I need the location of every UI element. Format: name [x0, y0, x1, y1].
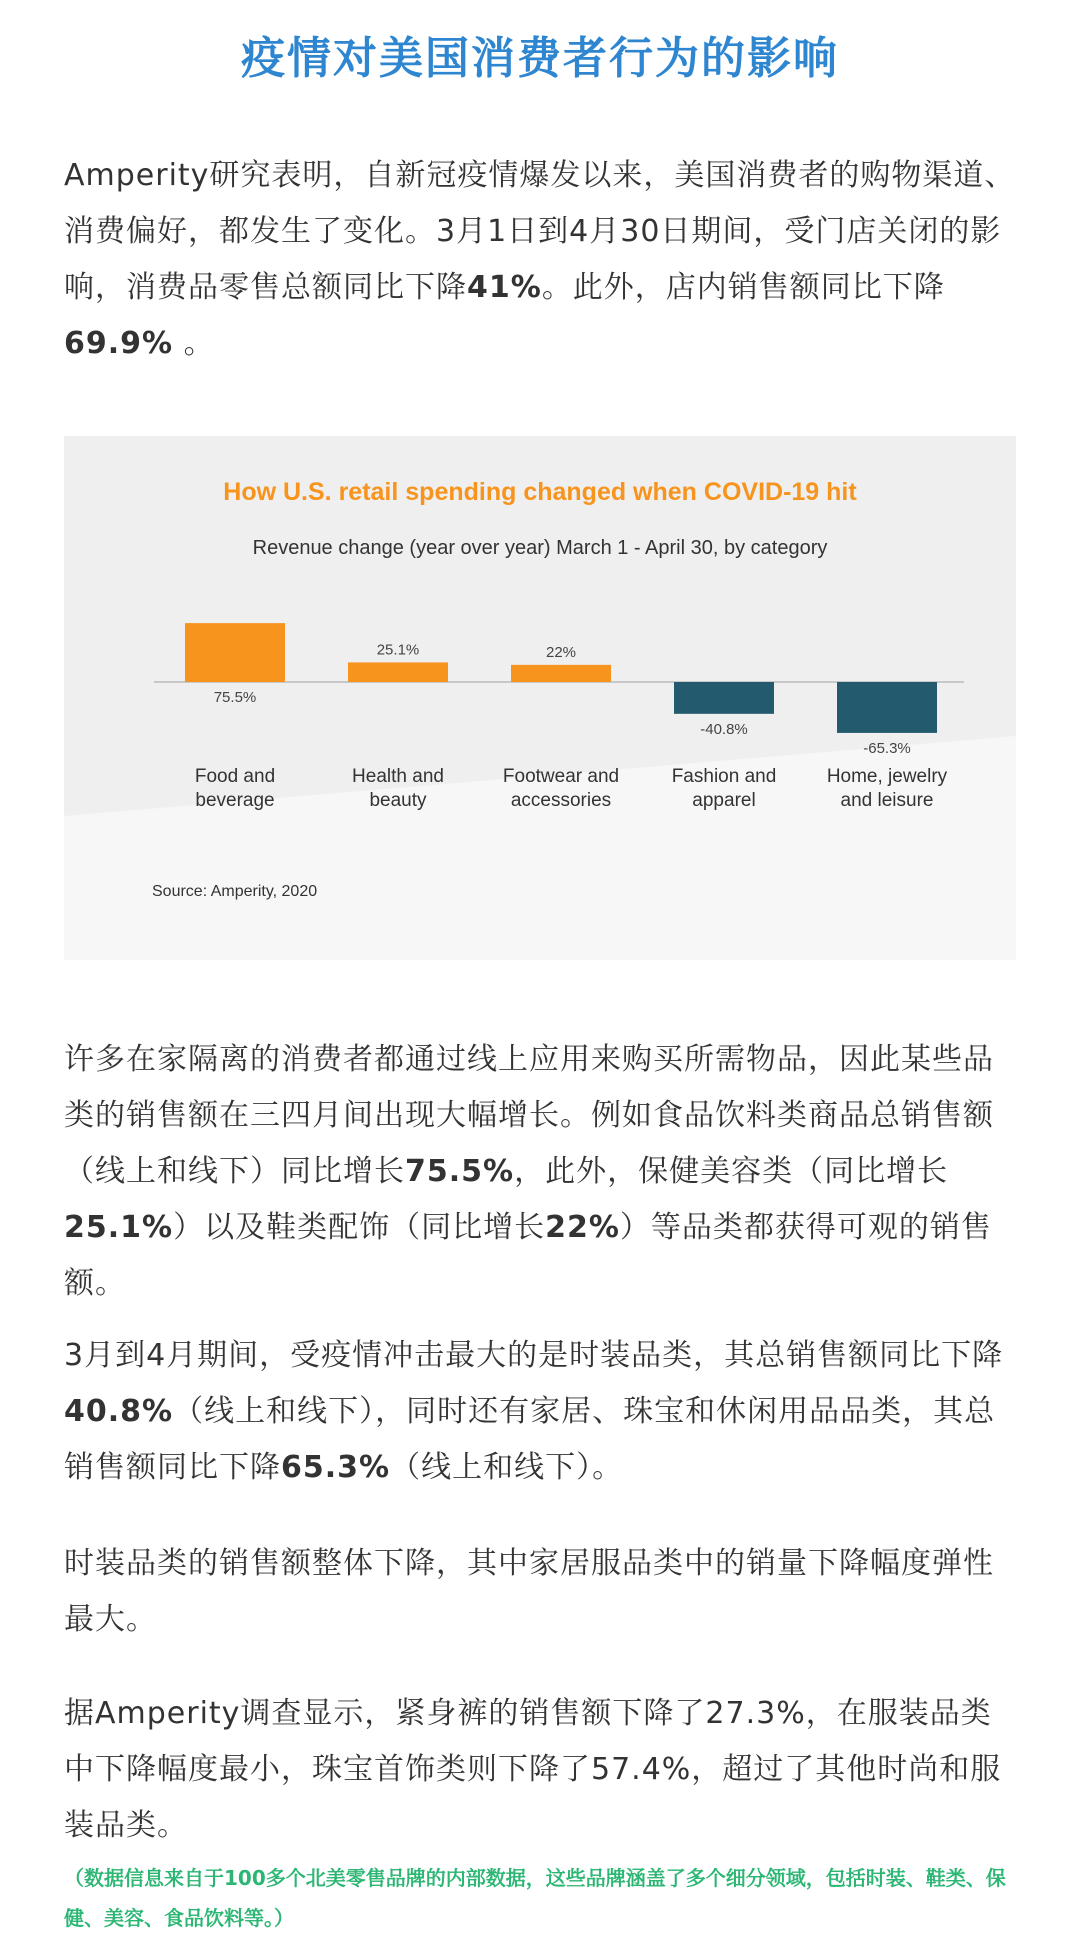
highlight-figure: 25.1% [64, 1210, 174, 1245]
category-label: beverage [195, 790, 275, 811]
bar-4 [837, 682, 937, 733]
text-segment: 3月到4月期间，受疫情冲击最大的是时装品类，其总销售额同比下降 [64, 1338, 1004, 1373]
text-segment: Amperity研究表明，自新冠疫情爆发以来，美国消费者的购物渠道、消费偏好，都发生了变化。3月1日到4月30日期间，受门店关闭的影响，消费品零售总额同比下降 [64, 158, 1016, 305]
highlight-figure: 41% [467, 270, 542, 305]
category-label: and leisure [840, 790, 934, 811]
text-segment: ）等品类都获得可观的销售额。 [64, 1210, 992, 1301]
paragraph-leggings-jewelry: 据Amperity调查显示，紧身裤的销售额下降了27.3%，在服装品类中下降幅度最小，珠宝首饰类则下降了57.4%，超过了其他时尚和服装品类。 [64, 1696, 1002, 1843]
bar-data-label: -65.3% [863, 739, 911, 757]
category-label: Fashion and [671, 766, 777, 787]
text-segment: 许多在家隔离的消费者都通过线上应用来购买所需物品，因此某些品类的销售额在三四月间出现大幅增长。例如食品饮料类商品总销售额（线上和线下）同比增长 [64, 1042, 994, 1189]
highlight-figure: 22% [545, 1210, 620, 1245]
bars-layer [185, 623, 948, 811]
paragraph-loungewear: 时装品类的销售额整体下降，其中家居服品类中的销量下降幅度弹性最大。 [64, 1546, 994, 1637]
chart-panel [64, 436, 1016, 960]
category-label: Food and [194, 766, 276, 787]
text-segment: （线上和线下）。 [390, 1450, 624, 1485]
bar-data-label: 25.1% [376, 641, 420, 659]
category-label: Home, jewelry [826, 766, 948, 787]
bar-0 [185, 623, 285, 682]
text-segment: （线上和线下），同时还有家居、珠宝和休闲用品品类，其总销售额同比下降 [64, 1394, 996, 1485]
text-segment: ）以及鞋类配饰（同比增长 [173, 1210, 546, 1245]
highlight-figure: 69.9% [64, 326, 174, 361]
category-label: Health and [352, 766, 444, 787]
bar-3 [674, 682, 774, 714]
intro-paragraph [64, 148, 1016, 372]
bar-data-label: -40.8% [700, 720, 748, 738]
revenue-change-chart [64, 436, 1016, 960]
paragraph-online-growth [64, 1032, 1016, 1312]
chart-title: How U.S. retail spending changed when COVID-19 hit [223, 478, 857, 506]
category-label: accessories [510, 790, 612, 811]
bar-data-label: 75.5% [213, 689, 257, 706]
data-source-note: （数据信息来自于100多个北美零售品牌的内部数据，这些品牌涵盖了多个细分领域，包括时装、鞋类、保健、美容、食品饮料等。） [64, 1866, 1006, 1930]
text-segment: 。 [173, 326, 215, 361]
bar-2 [511, 665, 611, 682]
highlight-figure: 65.3% [281, 1450, 391, 1485]
category-label: beauty [369, 790, 427, 811]
chart-subtitle: Revenue change (year over year) March 1 - April 30, by category [252, 537, 828, 559]
text-segment: 。此外，店内销售额同比下降 [541, 270, 945, 305]
chart-source: Source: Amperity, 2020 [152, 883, 318, 900]
bar-1 [348, 662, 448, 682]
category-label: apparel [692, 790, 756, 811]
text-segment: ，此外，保健美容类（同比增长 [514, 1154, 949, 1189]
paragraph-fashion-decline [64, 1328, 1016, 1496]
highlight-figure: 75.5% [405, 1154, 515, 1189]
highlight-figure: 40.8% [64, 1394, 174, 1429]
bar-data-label: 22% [545, 643, 577, 661]
category-label: Footwear and [502, 766, 620, 787]
page-title: 疫情对美国消费者行为的影响 [241, 33, 839, 84]
